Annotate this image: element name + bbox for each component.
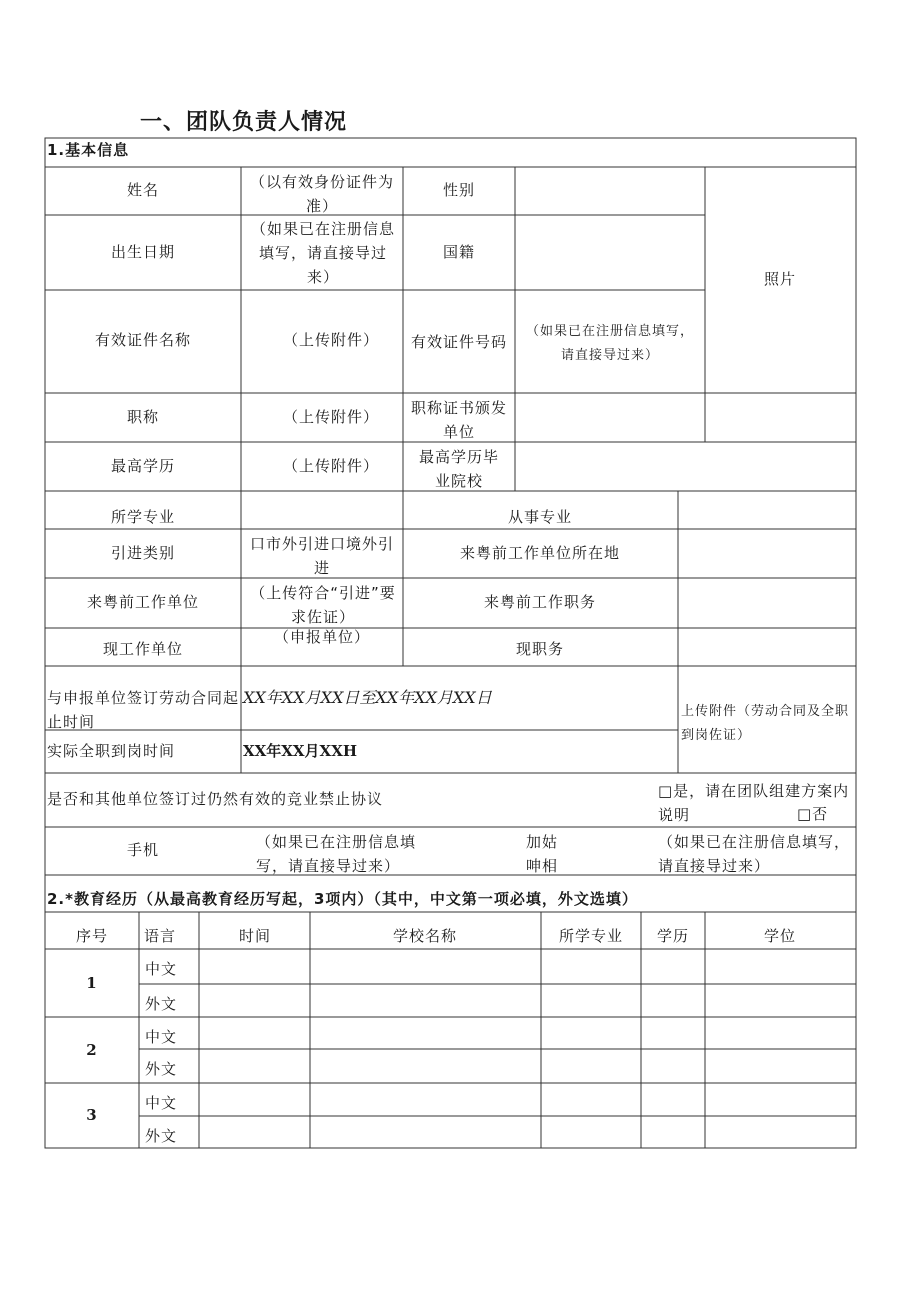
header-school: 学校名称: [392, 927, 458, 945]
birth-hint: （如果已在注册信息填写，请直接导过来）: [250, 220, 395, 286]
email-label: 加姑呻相: [526, 833, 559, 875]
title-label: 职称: [126, 408, 160, 426]
contract-value: XX年XX月XX日至XX年XX月XX日: [243, 688, 492, 707]
edu-school-label: 最高学历毕业院校: [418, 448, 499, 490]
edu-row-index: 2: [86, 1041, 98, 1059]
edu-row-index: 1: [86, 974, 98, 992]
onboard-label: 实际全职到岗时间: [47, 742, 176, 760]
edu-row-index: 3: [86, 1106, 98, 1124]
prev-employer-hint: （上传符合“引进”要求佐证）: [250, 584, 396, 626]
mobile-label: 手机: [126, 841, 160, 859]
id-number-hint: （如果已在注册信息填写，请直接导过来）: [525, 324, 694, 363]
section-title: 一、团队负责人情况: [140, 110, 348, 135]
prev-employer-label: 来粤前工作单位: [86, 593, 200, 611]
onboard-value: XX年XX月XXH: [243, 742, 358, 760]
gender-label: 性别: [442, 181, 476, 199]
intro-type-value: 口市外引进口境外引进: [249, 535, 394, 577]
header-degree-level: 学历: [656, 927, 690, 945]
edu-row-lang-en: 外文: [145, 1127, 178, 1145]
nationality-label: 国籍: [442, 243, 476, 261]
edu-hint: （上传附件）: [282, 457, 380, 475]
basic-info-heading: 1.基本信息: [47, 141, 130, 159]
header-degree: 学位: [763, 927, 797, 945]
cur-employer-label: 现工作单位: [102, 640, 184, 658]
email-hint: （如果已在注册信息填写，请直接导过来）: [658, 833, 851, 875]
edu-label: 最高学历: [110, 457, 176, 475]
contract-upload: 上传附件（劳动合同及全职到岗佐证）: [681, 704, 850, 743]
edu-row-lang-en: 外文: [145, 995, 178, 1013]
work-major-label: 从事专业: [507, 508, 573, 526]
education-heading: 2.*教育经历（从最高教育经历写起，3项内）（其中，中文第一项必填，外文选填）: [47, 890, 638, 908]
birth-label: 出生日期: [110, 243, 176, 261]
header-time: 时间: [238, 927, 272, 945]
edu-row-lang-en: 外文: [145, 1060, 178, 1078]
cur-position-label: 现职务: [515, 640, 565, 658]
id-number-label: 有效证件号码: [410, 333, 508, 351]
contract-label: 与申报单位签订劳动合同起止时间: [47, 689, 240, 731]
edu-row-lang-cn: 中文: [145, 1094, 178, 1112]
header-major: 所学专业: [558, 927, 624, 945]
noncompete-no-option[interactable]: □否: [797, 805, 829, 823]
noncompete-yes-option[interactable]: □是，请在团队组建方案内说明: [658, 782, 850, 824]
edu-row-lang-cn: 中文: [145, 1028, 178, 1046]
id-name-hint: （上传附件）: [282, 331, 380, 349]
major-label: 所学专业: [110, 508, 176, 526]
header-language: 语言: [143, 927, 177, 945]
edu-row-lang-cn: 中文: [145, 960, 178, 978]
name-label: 姓名: [126, 181, 160, 199]
mobile-hint: （如果已在注册信息填写，请直接导过来）: [256, 833, 417, 875]
id-name-label: 有效证件名称: [94, 331, 192, 349]
header-index: 序号: [75, 927, 109, 945]
prev-location-label: 来粤前工作单位所在地: [459, 544, 621, 562]
intro-type-label: 引进类别: [110, 544, 176, 562]
name-hint: （以有效身份证件为准）: [249, 173, 394, 215]
title-hint: （上传附件）: [282, 408, 380, 426]
noncompete-label: 是否和其他单位签订过仍然有效的竞业禁止协议: [47, 790, 384, 808]
title-issuer-label: 职称证书颁发单位: [410, 399, 507, 441]
cur-employer-hint: （申报单位）: [273, 628, 371, 646]
prev-position-label: 来粤前工作职务: [483, 593, 597, 611]
photo-label: 照片: [763, 270, 797, 288]
